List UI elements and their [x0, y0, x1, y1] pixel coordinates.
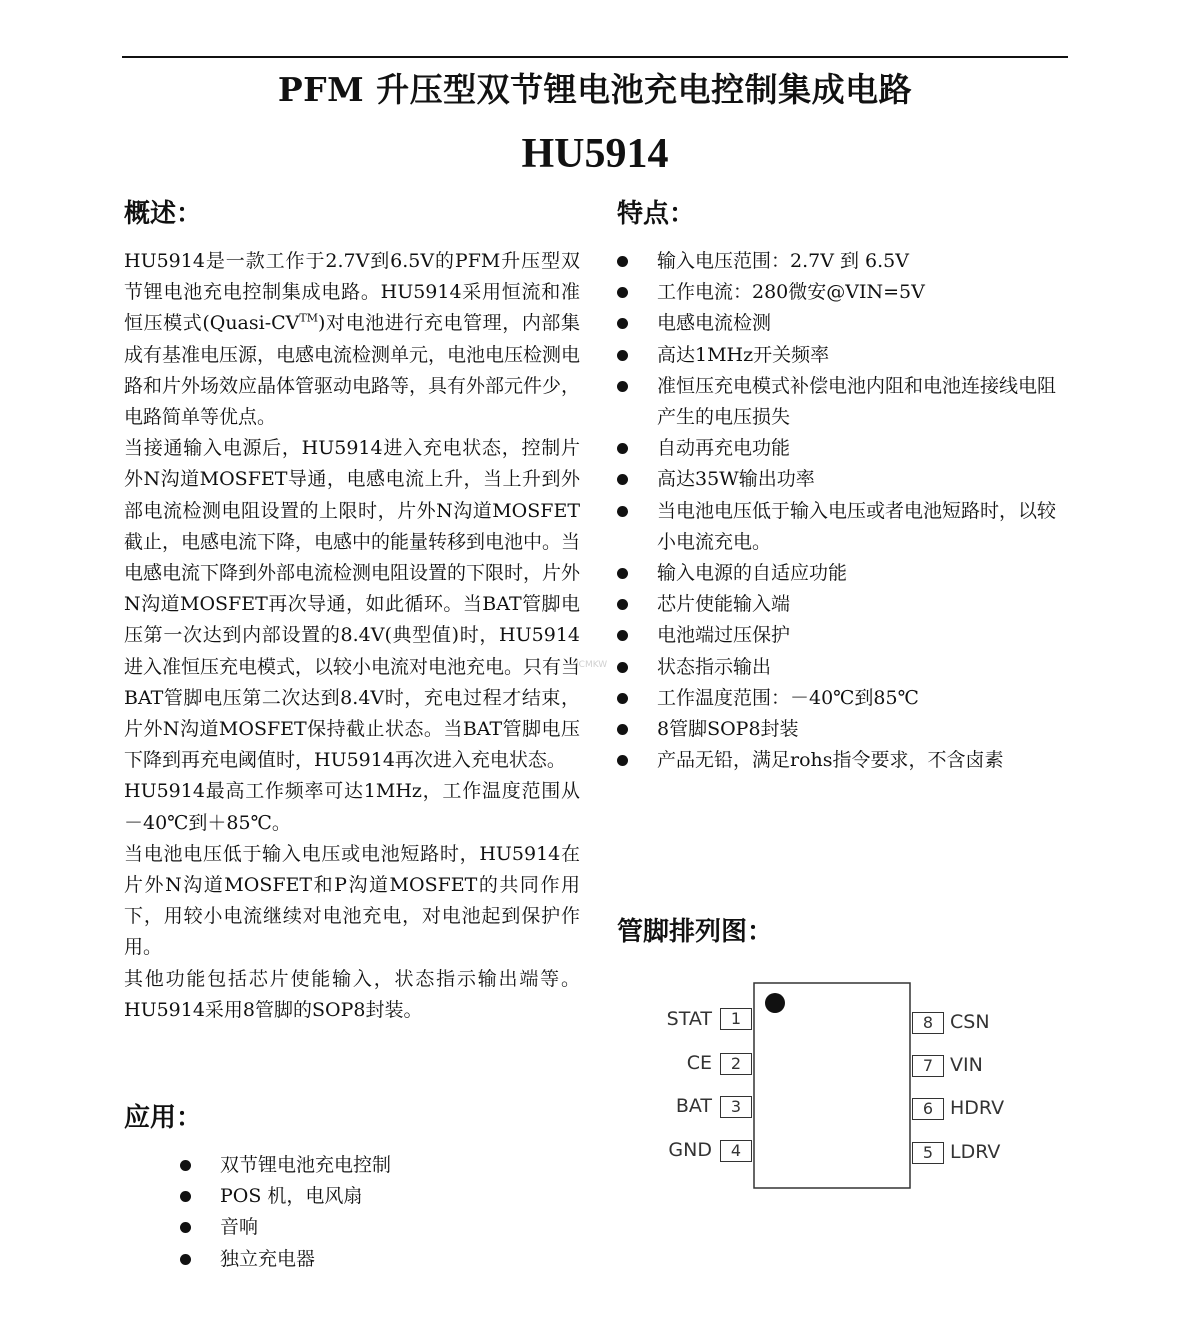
overview-paragraph-2: 当接通输入电源后，HU5914进入充电状态，控制片外N沟道MOSFET导通，电感电流上升，当上升到外部电流检测电阻设置的上限时，片外N沟道MOSFET截止，电感电流下降，电感中的能量转移到电池中。当电感电流下降到外部电流检测电阻设置的下限时，片外N沟道MOSFET再次导通，如此循环。当BAT管脚电压第一次达到内部设置的8.4V(典型值)时，HU5914进入准恒压充电模式，以较小电流对电池充电。只有当BAT管脚电压第二次达到8.4V时，充电过程才结束，片外N沟道MOSFET保持截止状态。当BAT管脚电压下降到再充电阈值时，HU5914再次进入充电状态。	[124, 437, 581, 772]
pin1-marker-dot	[765, 993, 785, 1013]
overview-paragraph-3: HU5914最高工作频率可达1MHz，工作温度范围从－40℃到＋85℃。	[124, 780, 580, 834]
feature-item: 8管脚SOP8封装	[617, 714, 1063, 745]
pin-name-csn: CSN	[950, 1011, 990, 1033]
feature-item: 工作电流：280微安@VIN=5V	[617, 277, 1063, 308]
application-item: 独立充电器	[180, 1244, 560, 1275]
feature-item: 产品无铅，满足rohs指令要求，不含卤素	[617, 745, 1063, 776]
bullet-icon	[617, 287, 628, 298]
pin-number-3: 3	[720, 1096, 752, 1118]
application-item: POS 机，电风扇	[180, 1181, 560, 1212]
pin-number-1: 1	[720, 1008, 752, 1030]
overview-paragraph-1: HU5914是一款工作于2.7V到6.5V的PFM升压型双节锂电池充电控制集成电路。HU5914采用恒流和准恒压模式(Quasi-CV™)对电池进行充电管理，内部集成有基准电压源，电感电流检测单元，电池电压检测电路和片外场效应晶体管驱动电路等，具有外部元件少，电路简单等优点。	[124, 250, 581, 429]
pin-number-8: 8	[912, 1012, 944, 1034]
feature-item: 状态指示输出	[617, 652, 1063, 683]
bullet-icon	[617, 506, 628, 517]
document-title: PFM 升压型双节锂电池充电控制集成电路	[277, 70, 913, 109]
bullet-icon	[617, 599, 628, 610]
bullet-icon	[180, 1191, 191, 1202]
feature-item: 高达1MHz开关频率	[617, 340, 1063, 371]
pin-number-6: 6	[912, 1098, 944, 1120]
bullet-icon	[617, 381, 628, 392]
top-rule	[122, 56, 1068, 58]
pin-number-5: 5	[912, 1142, 944, 1164]
overview-paragraph-4: 当电池电压低于输入电压或电池短路时，HU5914在片外N沟道MOSFET和P沟道MOSFET的共同作用下，用较小电流继续对电池充电，对电池起到保护作用。	[124, 842, 580, 959]
bullet-icon	[617, 350, 628, 361]
part-number: HU5914	[521, 131, 669, 177]
pinout-heading: 管脚排列图：	[617, 917, 774, 947]
bullet-icon	[180, 1160, 191, 1171]
pinout-diagram	[650, 975, 1030, 1205]
bullet-icon	[180, 1222, 191, 1233]
bullet-icon	[617, 474, 628, 485]
pin-number-4: 4	[720, 1140, 752, 1162]
applications-list	[180, 1150, 560, 1275]
pin-name-gnd: GND	[668, 1139, 712, 1161]
bullet-icon	[617, 256, 628, 267]
pin-name-ldrv: LDRV	[950, 1141, 1001, 1163]
pin-name-hdrv: HDRV	[950, 1097, 1005, 1119]
trademark-sup: TM	[299, 312, 319, 326]
feature-item: 自动再充电功能	[617, 433, 1063, 464]
pin-number-7: 7	[912, 1055, 944, 1077]
feature-item: 电感电流检测	[617, 308, 1063, 339]
application-item: 音响	[180, 1212, 560, 1243]
pin-name-bat: BAT	[675, 1095, 712, 1117]
bullet-icon	[617, 443, 628, 454]
feature-item: 输入电压范围：2.7V 到 6.5V	[617, 246, 1063, 277]
feature-item: 电池端过压保护	[617, 620, 1063, 651]
bullet-icon	[617, 630, 628, 641]
pin-name-vin: VIN	[950, 1054, 983, 1076]
application-item: 双节锂电池充电控制	[180, 1150, 560, 1181]
overview-text	[124, 246, 580, 1026]
feature-item: 当电池电压低于输入电压或者电池短路时，以较小电流充电。	[617, 496, 1063, 558]
feature-item: 高达35W输出功率	[617, 464, 1063, 495]
feature-item: 准恒压充电模式补偿电池内阻和电池连接线电阻产生的电压损失	[617, 371, 1063, 433]
overview-paragraph-5: 其他功能包括芯片使能输入，状态指示输出端等。HU5914采用8管脚的SOP8封装。	[124, 967, 580, 1021]
applications-heading: 应用：	[124, 1103, 203, 1133]
bullet-icon	[180, 1254, 191, 1265]
feature-item: 输入电源的自适应功能	[617, 558, 1063, 589]
bullet-icon	[617, 755, 628, 766]
pin-number-2: 2	[720, 1053, 752, 1075]
feature-item: 工作温度范围：－40℃到85℃	[617, 683, 1063, 714]
bullet-icon	[617, 568, 628, 579]
feature-item: 芯片使能输入端	[617, 589, 1063, 620]
pin-name-ce: CE	[686, 1052, 712, 1074]
bullet-icon	[617, 318, 628, 329]
features-list	[617, 246, 1063, 776]
bullet-icon	[617, 662, 628, 673]
bullet-icon	[617, 693, 628, 704]
overview-heading: 概述：	[124, 199, 203, 229]
features-heading: 特点：	[617, 199, 696, 229]
watermark: ICMKW	[576, 660, 608, 670]
bullet-icon	[617, 724, 628, 735]
pin-name-stat: STAT	[666, 1008, 712, 1030]
